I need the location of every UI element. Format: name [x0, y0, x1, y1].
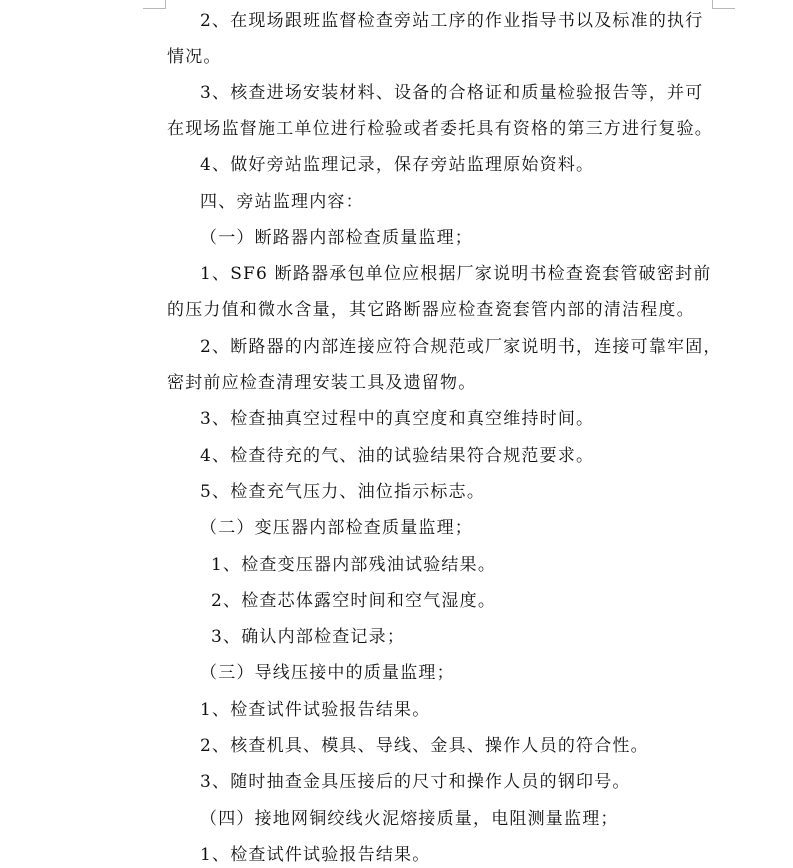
paragraph-line: 密封前应检查清理安装工具及遗留物。: [167, 373, 477, 393]
paragraph-line: 3、检查抽真空过程中的真空度和真空维持时间。: [200, 409, 595, 429]
paragraph-line: 3、核查进场安装材料、设备的合格证和质量检验报告等，并可: [200, 83, 704, 103]
section-heading: 四、旁站监理内容：: [200, 192, 364, 212]
top-left-margin-mark: [143, 0, 166, 9]
paragraph-line: 2、检查芯体露空时间和空气湿度。: [211, 591, 497, 611]
paragraph-line: 1、检查试件试验报告结果。: [200, 700, 431, 720]
paragraph-line: 3、随时抽查金具压接后的尺寸和操作人员的钢印号。: [200, 772, 631, 792]
paragraph-line: 4、检查待充的气、油的试验结果符合规范要求。: [200, 446, 595, 466]
paragraph-line: 2、在现场跟班监督检查旁站工序的作业指导书以及标准的执行: [200, 11, 704, 31]
top-right-margin-mark: [712, 0, 735, 9]
paragraph-line: 的压力值和微水含量，其它路断器应检查瓷套管内部的清洁程度。: [167, 300, 695, 320]
paragraph-line: 4、做好旁站监理记录，保存旁站监理原始资料。: [200, 155, 595, 175]
paragraph-line: 情况。: [167, 47, 222, 67]
subsection-heading: （四）接地网铜绞线火泥熔接质量，电阻测量监理；: [200, 809, 619, 829]
paragraph-line: 3、确认内部检查记录；: [211, 627, 406, 647]
paragraph-line: 1、SF6 断路器承包单位应根据厂家说明书检查瓷套管破密封前: [200, 264, 712, 284]
paragraph-line: 1、检查变压器内部残油试验结果。: [211, 555, 497, 575]
paragraph-line: 2、断路器的内部连接应符合规范或厂家说明书，连接可靠牢固，: [200, 337, 722, 357]
subsection-heading: （一）断路器内部检查质量监理；: [200, 228, 473, 248]
subsection-heading: （二）变压器内部检查质量监理；: [200, 518, 473, 538]
subsection-heading: （三）导线压接中的质量监理；: [200, 663, 455, 683]
paragraph-line: 1、检查试件试验报告结果。: [200, 845, 431, 865]
paragraph-line: 5、检查充气压力、油位指示标志。: [200, 482, 486, 502]
paragraph-line: 2、核查机具、模具、导线、金具、操作人员的符合性。: [200, 736, 649, 756]
paragraph-line: 在现场监督施工单位进行检验或者委托具有资格的第三方进行复验。: [167, 119, 713, 139]
